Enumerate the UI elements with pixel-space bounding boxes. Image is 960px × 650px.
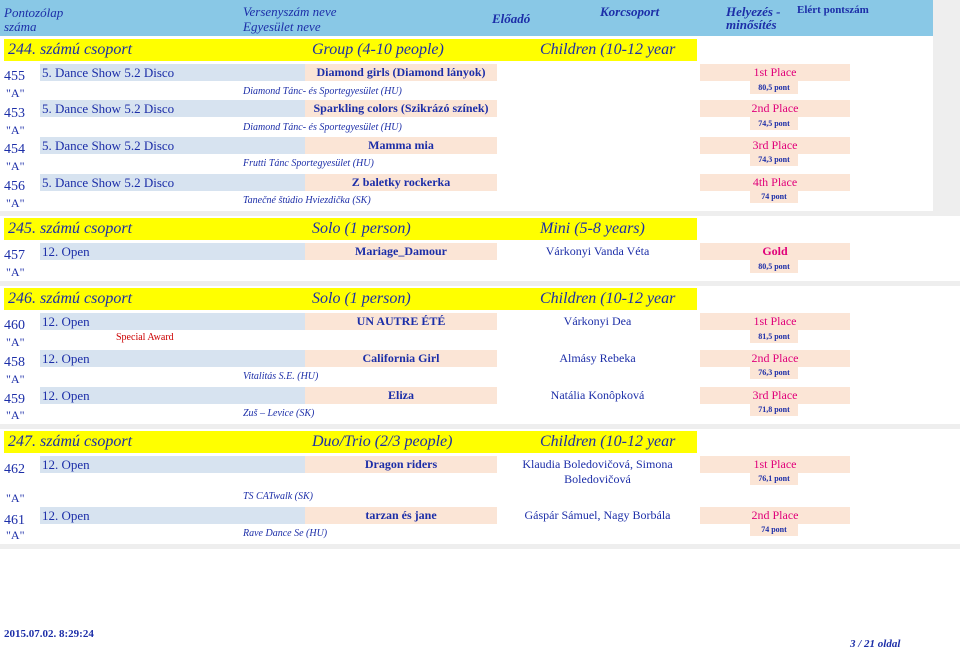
entry-score: 74 pont xyxy=(750,190,798,203)
entry-title: Mamma mia xyxy=(305,137,497,154)
entry-qualifier: "A" xyxy=(6,491,25,505)
group-age: Mini (5-8 years) xyxy=(540,220,645,237)
group-age: Children (10-12 year xyxy=(540,290,676,307)
entry-number: 453 xyxy=(4,106,25,121)
entry-title: Z baletky rockerka xyxy=(305,174,497,191)
entry-score: 81,5 pont xyxy=(750,330,798,343)
header-event-name: Versenyszám neve xyxy=(243,4,337,19)
entry-place: 2nd Place xyxy=(700,507,850,524)
entry-title: Diamond girls (Diamond lányok) xyxy=(305,64,497,81)
entry-category: 12. Open xyxy=(40,507,305,524)
entry-qualifier: "A" xyxy=(6,265,25,279)
entry-qualifier: "A" xyxy=(6,159,25,173)
entry-title: Eliza xyxy=(305,387,497,404)
entry-number: 458 xyxy=(4,355,25,370)
entry-club: Zuš – Levice (SK) xyxy=(243,408,315,419)
entry-club: Rave Dance Se (HU) xyxy=(243,528,328,539)
entry-place: 1st Place xyxy=(700,456,850,473)
entry-title: Mariage_Damour xyxy=(305,243,497,260)
entry-title: tarzan és jane xyxy=(305,507,497,524)
entry-score: 74,3 pont xyxy=(750,153,798,166)
entry-performer: Gáspár Sámuel, Nagy Borbála xyxy=(524,508,671,522)
entry-number: 461 xyxy=(4,513,25,528)
group-type: Solo (1 person) xyxy=(312,220,411,237)
header-scoresheet-number xyxy=(4,6,74,34)
header-age-group: Korcsoport xyxy=(600,4,660,19)
header-placement-line2: minősítés xyxy=(726,17,777,32)
section-divider xyxy=(0,281,960,286)
entry-qualifier: "A" xyxy=(6,335,25,349)
entry-qualifier: "A" xyxy=(6,196,25,210)
entry-club: TS CATwalk (SK) xyxy=(243,491,314,502)
group-title: 247. számú csoport xyxy=(8,433,133,450)
entry-score: 74 pont xyxy=(750,523,798,536)
entry-place: 3rd Place xyxy=(700,387,850,404)
entry-place: 2nd Place xyxy=(700,100,850,117)
group-type: Group (4-10 people) xyxy=(312,41,444,58)
entry-qualifier: "A" xyxy=(6,528,25,542)
group-title: 245. számú csoport xyxy=(8,220,133,237)
group-type: Solo (1 person) xyxy=(312,290,411,307)
entry-performer: Klaudia Boledovičová, Simona Boledovičová xyxy=(522,457,673,486)
group-title: 244. számú csoport xyxy=(8,41,133,58)
entry-score: 71,8 pont xyxy=(750,403,798,416)
entry-title: California Girl xyxy=(305,350,497,367)
entry-title: UN AUTRE ÉTÉ xyxy=(305,313,497,330)
entry-category: 12. Open xyxy=(40,456,305,473)
entry-place: 2nd Place xyxy=(700,350,850,367)
special-award-label: Special Award xyxy=(116,332,174,343)
header-club-name: Egyesület neve xyxy=(243,19,321,34)
entry-score: 74,5 pont xyxy=(750,117,798,130)
section-divider xyxy=(0,424,960,429)
right-margin-strip xyxy=(933,0,960,216)
entry-category: 5. Dance Show 5.2 Disco xyxy=(40,174,305,191)
entry-qualifier: "A" xyxy=(6,123,25,137)
page-number: 3 / 21 oldal xyxy=(850,638,901,650)
entry-qualifier: "A" xyxy=(6,408,25,422)
entry-performer: Natália Konôpková xyxy=(550,388,645,402)
section-divider xyxy=(0,211,960,216)
entry-title: Sparkling colors (Szikrázó színek) xyxy=(305,100,497,117)
entry-score: 80,5 pont xyxy=(750,260,798,273)
entry-score: 80,5 pont xyxy=(750,81,798,94)
entry-performer: Várkonyi Dea xyxy=(563,314,632,328)
entry-number: 455 xyxy=(4,69,25,84)
entry-club: Tanečné štúdio Hviezdička (SK) xyxy=(243,195,371,206)
entry-category: 12. Open xyxy=(40,313,305,330)
header-scoresheet-label: Pontozólap száma xyxy=(4,5,64,34)
entry-category: 5. Dance Show 5.2 Disco xyxy=(40,137,305,154)
entry-qualifier: "A" xyxy=(6,372,25,386)
entry-category: 12. Open xyxy=(40,350,305,367)
group-age: Children (10-12 year xyxy=(540,41,676,58)
entry-club: Diamond Tánc- és Sportegyesület (HU) xyxy=(243,122,402,133)
entry-category: 12. Open xyxy=(40,387,305,404)
entry-title: Dragon riders xyxy=(305,456,497,473)
entry-performer: Almásy Rebeka xyxy=(559,351,636,365)
section-divider xyxy=(0,544,960,549)
header-score: Elért pontszám xyxy=(797,4,869,16)
entry-number: 459 xyxy=(4,392,25,407)
entry-category: 5. Dance Show 5.2 Disco xyxy=(40,64,305,81)
entry-number: 460 xyxy=(4,318,25,333)
print-timestamp: 2015.07.02. 8:29:24 xyxy=(4,628,94,640)
entry-number: 457 xyxy=(4,248,25,263)
entry-performer: Várkonyi Vanda Véta xyxy=(545,244,650,258)
entry-score: 76,3 pont xyxy=(750,366,798,379)
entry-club: Vitalitás S.E. (HU) xyxy=(243,371,319,382)
entry-place: 3rd Place xyxy=(700,137,850,154)
entry-number: 462 xyxy=(4,462,25,477)
entry-club: Frutti Tánc Sportegyesület (HU) xyxy=(243,158,374,169)
entry-place: 1st Place xyxy=(700,64,850,81)
group-age: Children (10-12 year xyxy=(540,433,676,450)
entry-club: Diamond Tánc- és Sportegyesület (HU) xyxy=(243,86,402,97)
entry-score: 76,1 pont xyxy=(750,472,798,485)
column-header-bar xyxy=(0,0,960,36)
entry-category: 5. Dance Show 5.2 Disco xyxy=(40,100,305,117)
entry-qualifier: "A" xyxy=(6,86,25,100)
entry-category: 12. Open xyxy=(40,243,305,260)
header-placement-line1: Helyezés - xyxy=(726,4,781,19)
entry-place: 4th Place xyxy=(700,174,850,191)
header-performer: Előadó xyxy=(492,11,531,26)
entry-place: 1st Place xyxy=(700,313,850,330)
entry-place: Gold xyxy=(700,243,850,260)
entry-number: 454 xyxy=(4,142,25,157)
group-title: 246. számú csoport xyxy=(8,290,133,307)
group-type: Duo/Trio (2/3 people) xyxy=(312,433,453,450)
entry-number: 456 xyxy=(4,179,25,194)
